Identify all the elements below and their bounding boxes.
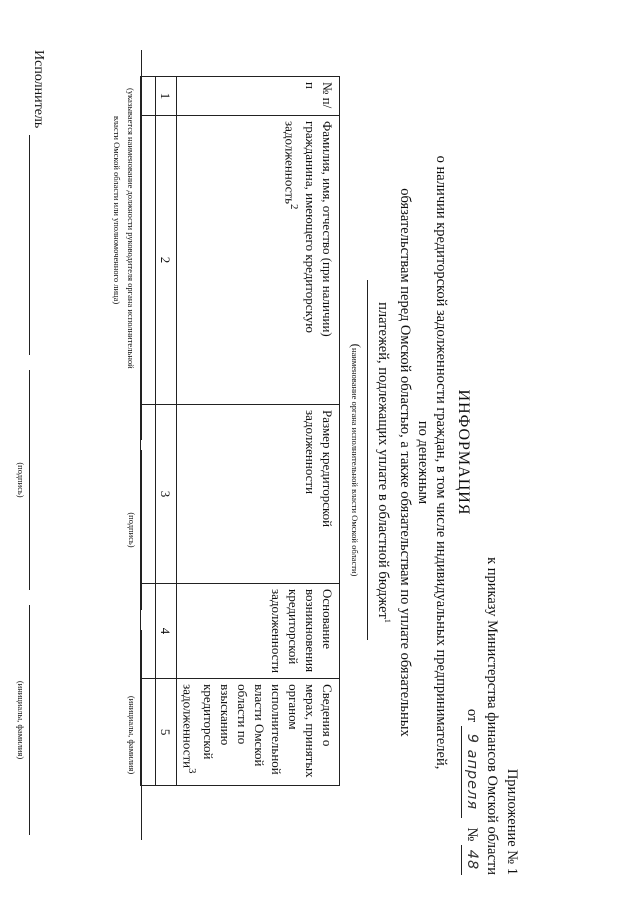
table-cell [140, 679, 155, 786]
column-number-2: 2 [155, 116, 176, 405]
table-row [140, 77, 155, 786]
head-caption-line-2: власти Омской области или уполномоченного лица) [112, 116, 122, 305]
header-cell-measures [176, 679, 339, 786]
executor-label: Исполнитель [31, 50, 46, 129]
footnote-mark-1: 1 [383, 618, 392, 623]
org-caption-paren: ( [349, 343, 364, 348]
header-number-text: № п/п [303, 82, 335, 109]
document-title: ИНФОРМАЦИЯ [455, 389, 472, 516]
appendix-order-ref: к приказу Министерства финансов Омской области [484, 557, 500, 875]
header-cell-amount [176, 405, 339, 584]
head-position-line [141, 50, 142, 440]
head-signature-caption: (подпись) [127, 512, 137, 548]
header-cell-basis [176, 584, 339, 679]
column-number-row [155, 77, 176, 786]
subtitle-line-1: о наличии кредиторской задолженности граждан, в том числе индивидуальных предпринимателей, по денежным [415, 155, 449, 770]
date-prefix: от [464, 708, 480, 723]
number-prefix: № [464, 827, 480, 842]
org-name-line [367, 280, 368, 640]
table-cell [140, 116, 155, 405]
subtitle-line-3-text: платежей, подлежащих уплате в областной бюджет [375, 302, 392, 619]
table-cell [140, 584, 155, 679]
head-signature-line [141, 450, 142, 610]
subtitle-line-3 [374, 150, 396, 775]
header-fullname-text: Фамилия, имя, отчество (при наличии) гражданина, имеющего кредиторскую задолженность [282, 121, 335, 337]
table-cell [140, 405, 155, 584]
column-number-3: 3 [155, 405, 176, 584]
header-measures-text: Сведения о мерах, принятых органом исполнительной власти Омской области по взысканию кредиторской задолженности [180, 684, 335, 778]
column-number-5: 5 [155, 679, 176, 786]
footnote-mark-3: 3 [186, 768, 198, 774]
executor-signature-caption: (подпись) [16, 462, 26, 498]
table-header-row [176, 77, 339, 786]
head-name-caption: (инициалы, фамилия) [127, 695, 137, 775]
data-table [140, 76, 340, 786]
subtitle-line-2: обязательствам перед Омской областью, а также обязательствам по уплате обязательных [397, 188, 413, 737]
handwritten-date: 9 апреля [461, 726, 482, 818]
head-position-caption [110, 88, 138, 488]
head-name-line [141, 630, 142, 840]
header-basis-text: Основание возникновения кредиторской задолженности [269, 589, 335, 674]
column-number-4: 4 [155, 584, 176, 679]
head-caption-line-1: (указывается наименование должности руководителя органа исполнительной [126, 88, 136, 369]
executor-position-line [29, 135, 30, 355]
appendix-number: Приложение № 1 [504, 768, 520, 875]
column-number-1: 1 [155, 77, 176, 116]
header-cell-number [176, 77, 339, 116]
footnote-mark-2: 2 [288, 204, 300, 210]
table-cell [140, 77, 155, 116]
org-name-caption [348, 280, 364, 640]
executor-name-line [29, 605, 30, 835]
org-caption-text: наименование органа исполнительной власти Омской области) [350, 347, 360, 577]
header-cell-fullname [176, 116, 339, 405]
executor-name-caption: (инициалы, фамилия) [16, 680, 26, 760]
document-subtitle [374, 150, 450, 775]
executor-signature-line [29, 370, 30, 590]
header-amount-text: Размер кредиторской задолженности [303, 410, 335, 528]
handwritten-number: 48 [461, 845, 482, 875]
